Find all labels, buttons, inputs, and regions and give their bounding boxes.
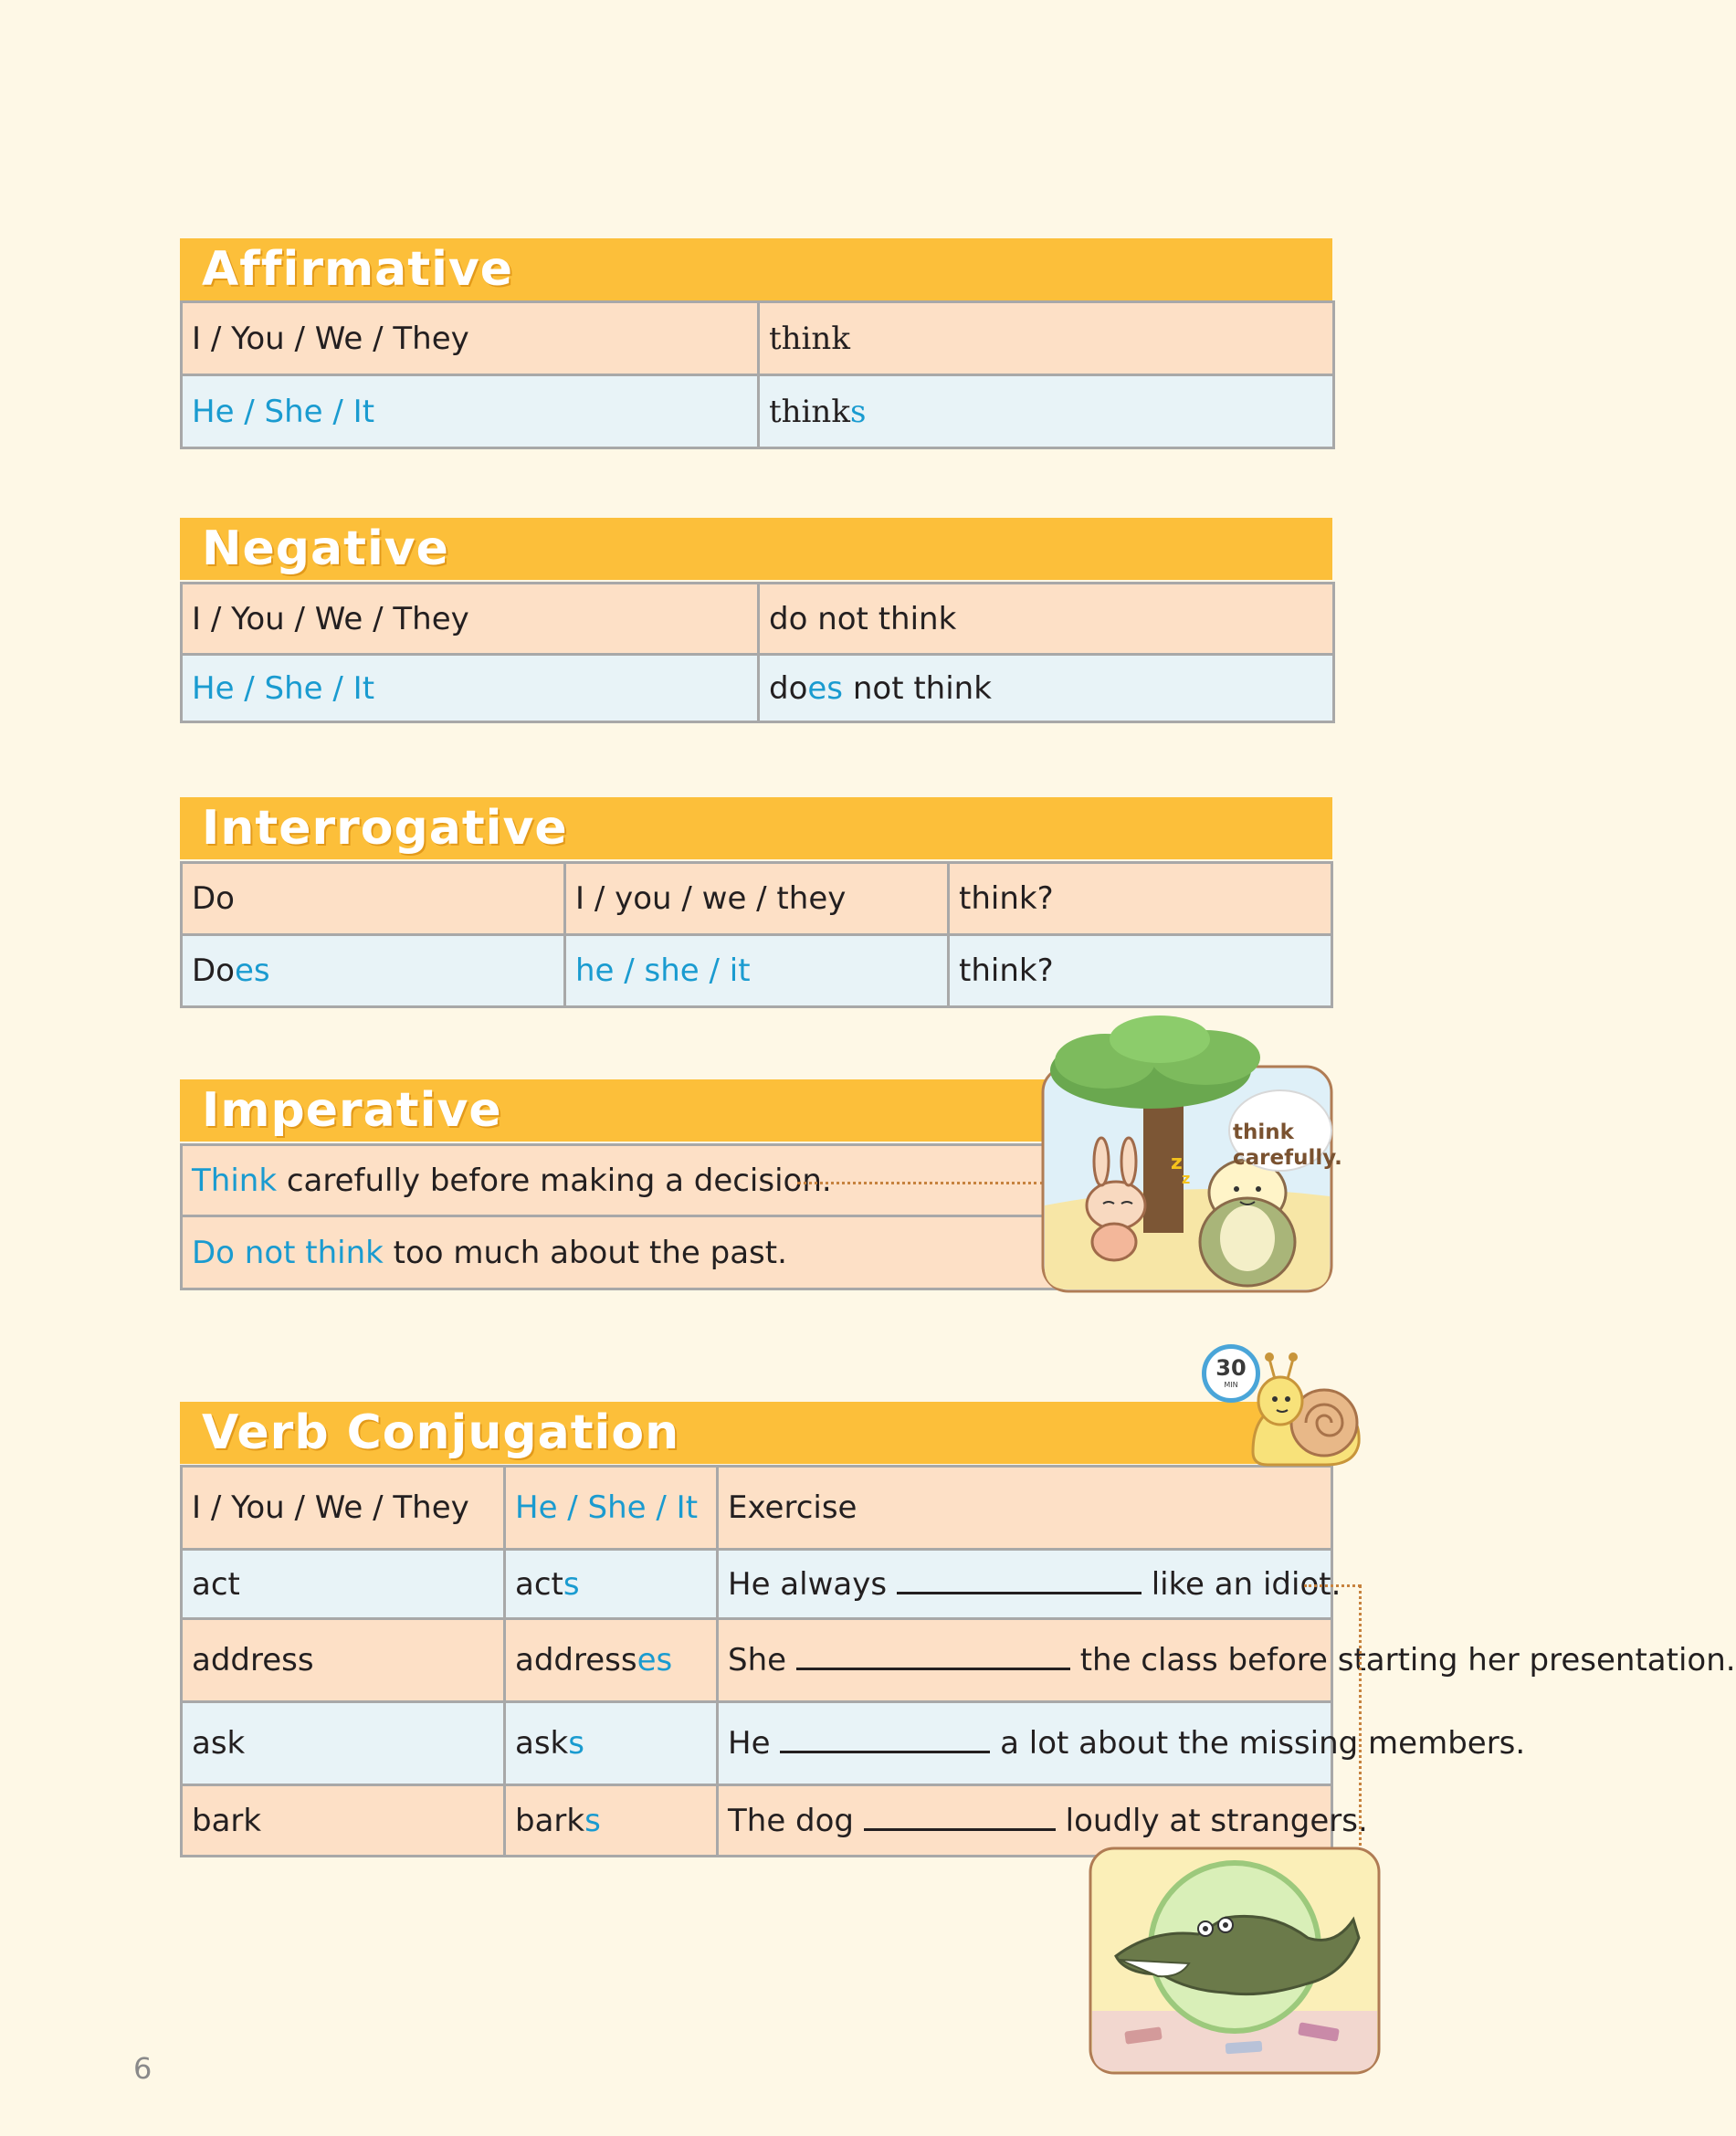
negative-table	[180, 582, 1335, 723]
base-verb-cell: address	[182, 1619, 505, 1702]
exercise-cell: The dog loudly at strangers.	[718, 1785, 1332, 1857]
imperative-title: Imperative	[180, 1079, 1184, 1142]
timer-snail-illustration	[1198, 1341, 1362, 1468]
header-col1: I / You / We / They	[182, 1467, 505, 1550]
exercise-connector-line-h	[1304, 1584, 1361, 1587]
svg-text:z: z	[1182, 1170, 1191, 1187]
speech-bubble	[1233, 1120, 1342, 1171]
header-col3: Exercise	[718, 1467, 1332, 1550]
timer-number: 30	[1215, 1355, 1247, 1381]
affirmative-section	[180, 238, 1332, 447]
affirmative-table	[180, 300, 1335, 449]
base-verb-cell: bark	[182, 1785, 505, 1857]
table-row	[182, 1216, 1186, 1289]
subject-cell: I / You / We / They	[182, 302, 759, 375]
imperative-cell: Do not think too much about the past.	[182, 1216, 1186, 1289]
exercise-cell: He always like an idiot.	[718, 1550, 1332, 1619]
timer-badge	[1202, 1344, 1260, 1403]
imperative-connector-line	[797, 1182, 1044, 1184]
subject-cell: He / She / It	[182, 375, 759, 448]
table-row	[182, 1702, 1332, 1785]
third-person-cell: asks	[505, 1702, 718, 1785]
verb-cell: think	[759, 302, 1334, 375]
verb-conjugation-title: Verb Conjugation	[180, 1402, 1332, 1464]
crocodile-icon	[1089, 1847, 1381, 2075]
verb-cell: does not think	[759, 655, 1334, 722]
crocodile-illustration	[1089, 1847, 1381, 2075]
table-row	[182, 1619, 1332, 1702]
svg-text:z: z	[1171, 1152, 1183, 1174]
verb-cell: thinks	[759, 375, 1334, 448]
affirmative-title: Affirmative	[180, 238, 1332, 300]
page-number: 6	[133, 2051, 153, 2086]
interrogative-section	[180, 797, 1332, 1006]
third-person-cell: addresses	[505, 1619, 718, 1702]
table-row	[182, 935, 1332, 1007]
subject-cell: he / she / it	[565, 935, 949, 1007]
header-col2: He / She / It	[505, 1467, 718, 1550]
table-row	[182, 1145, 1186, 1216]
timer-unit: MIN	[1224, 1381, 1238, 1389]
third-person-cell: acts	[505, 1550, 718, 1619]
interrogative-title: Interrogative	[180, 797, 1332, 859]
table-row	[182, 375, 1334, 448]
imperative-cell: Think carefully before making a decision.	[182, 1145, 1186, 1216]
aux-cell: Does	[182, 935, 565, 1007]
exercise-cell: He a lot about the missing members.	[718, 1702, 1332, 1785]
base-verb-cell: ask	[182, 1702, 505, 1785]
subject-cell: He / She / It	[182, 655, 759, 722]
verb-cell: think?	[949, 935, 1332, 1007]
tree-bunny-turtle-illustration	[1041, 1014, 1342, 1293]
table-row	[182, 584, 1334, 655]
exercise-cell: She the class before starting her presentation.	[718, 1619, 1332, 1702]
exercise-connector-line-v	[1359, 1584, 1362, 1875]
verb-conjugation-table	[180, 1465, 1736, 1857]
interrogative-table	[180, 861, 1333, 1008]
table-row	[182, 655, 1334, 722]
subject-cell: I / you / we / they	[565, 863, 949, 935]
answer-blank[interactable]	[897, 1568, 1142, 1594]
negative-title: Negative	[180, 518, 1332, 580]
table-row	[182, 1550, 1332, 1619]
speech-bubble-line2: carefully.	[1233, 1146, 1342, 1170]
third-person-cell: barks	[505, 1785, 718, 1857]
base-verb-cell: act	[182, 1550, 505, 1619]
verb-cell: think?	[949, 863, 1332, 935]
table-row	[182, 1467, 1332, 1550]
aux-cell: Do	[182, 863, 565, 935]
speech-bubble-line1: think	[1233, 1121, 1294, 1144]
table-row	[182, 1785, 1332, 1857]
answer-blank[interactable]	[796, 1644, 1070, 1670]
verb-cell: do not think	[759, 584, 1334, 655]
answer-blank[interactable]	[864, 1805, 1056, 1831]
imperative-table	[180, 1143, 1187, 1290]
negative-section	[180, 518, 1332, 724]
answer-blank[interactable]	[780, 1727, 990, 1753]
table-row	[182, 302, 1334, 375]
verb-conjugation-section	[180, 1402, 1736, 1855]
table-row	[182, 863, 1332, 935]
subject-cell: I / You / We / They	[182, 584, 759, 655]
